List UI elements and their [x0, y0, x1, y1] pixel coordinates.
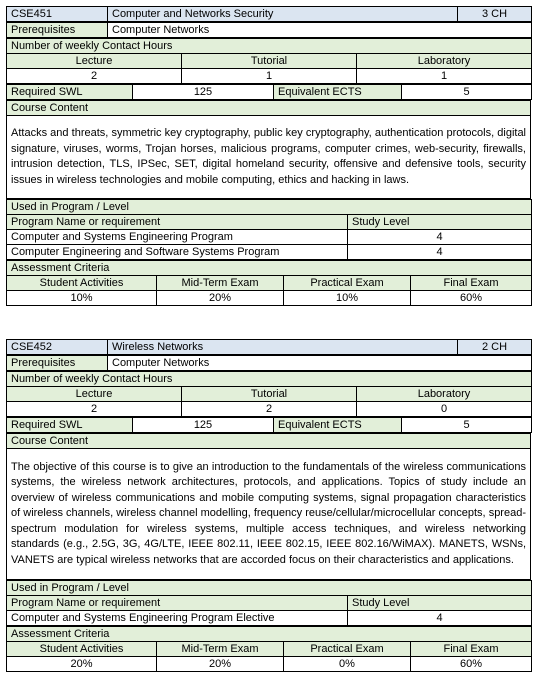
course-title-row	[7, 340, 532, 355]
course-card-cse452	[6, 339, 531, 672]
lecture-label: Lecture	[7, 387, 182, 402]
assessment-header: Student Activities	[7, 276, 157, 291]
laboratory-hours: 1	[357, 69, 532, 84]
study-level-column-header: Study Level	[348, 596, 532, 611]
table-row	[7, 611, 532, 626]
course-content-table	[6, 433, 531, 580]
swl-table	[6, 84, 532, 100]
ects-label: Equivalent ECTS	[274, 418, 402, 433]
assessment-header: Practical Exam	[284, 276, 411, 291]
assessment-criteria-label: Assessment Criteria	[7, 627, 532, 642]
prerequisites-row	[7, 23, 532, 38]
course-content-text: Attacks and threats, symmetric key cryptography, public key cryptography, authentication protocols, digital signature, viruses, worms, Trojan horses, malicious programs, computer crimes, web-security, firewalls, intrusion detection, TLS, IPSec, SET, digital homeland security, offensive and defensive tools, security issues in wireless technologies and mobile computing, ethics and hacking in laws.	[7, 116, 531, 199]
assessment-criteria-label: Assessment Criteria	[7, 261, 532, 276]
prerequisites-table	[6, 22, 532, 38]
assessment-header: Mid-Term Exam	[157, 642, 284, 657]
ects-value: 5	[402, 418, 532, 433]
tutorial-label: Tutorial	[182, 387, 357, 402]
course-content-table	[6, 100, 531, 199]
assessment-header: Practical Exam	[284, 642, 411, 657]
assessment-value: 0%	[284, 657, 411, 672]
program-name: Computer and Systems Engineering Program	[7, 230, 348, 245]
assessment-value: 60%	[411, 291, 532, 306]
course-header-table	[6, 339, 532, 355]
contact-hours-label: Number of weekly Contact Hours	[7, 372, 532, 387]
study-level: 4	[348, 611, 532, 626]
contact-hours-table	[6, 38, 532, 84]
program-level-table	[6, 580, 532, 626]
assessment-table	[6, 626, 532, 672]
laboratory-hours: 0	[357, 402, 532, 417]
assessment-value: 60%	[411, 657, 532, 672]
tutorial-label: Tutorial	[182, 54, 357, 69]
prerequisites-table	[6, 355, 532, 371]
course-content-label: Course Content	[7, 101, 531, 116]
course-title: Wireless Networks	[108, 340, 458, 355]
used-in-program-label: Used in Program / Level	[7, 200, 532, 215]
course-title: Computer and Networks Security	[108, 7, 458, 22]
course-content-label: Course Content	[7, 434, 531, 449]
prerequisites-label: Prerequisites	[7, 356, 108, 371]
assessment-header: Final Exam	[411, 276, 532, 291]
lecture-hours: 2	[7, 402, 182, 417]
assessment-value: 10%	[7, 291, 157, 306]
course-content-text: The objective of this course is to give an introduction to the fundamentals of the wireless communications systems, the wireless network architectures, protocols, and applications. Topics of study include an overview of wireless communications and mobile computing systems, signal propagation characteristics of wireless channels, wireless channel modelling, frequency reuse/cellular/microcellular concepts, spread-spectrum modulation for wireless systems, multiple access techniques, and wireless networking standards (e.g., 2.5G, 3G, 4G/LTE, IEEE 802.11, IEEE 802.15, IEEE 802.16/WiMAX). MANETS, WSNs, VANETS are typical wireless networks that are accorded focus on their characteristics and applications.	[7, 449, 531, 580]
used-in-program-label: Used in Program / Level	[7, 581, 532, 596]
laboratory-label: Laboratory	[357, 54, 532, 69]
program-name: Computer Engineering and Software Systems Program	[7, 245, 348, 260]
assessment-value: 20%	[7, 657, 157, 672]
assessment-value: 20%	[157, 291, 284, 306]
tutorial-hours: 2	[182, 402, 357, 417]
course-card-cse451	[6, 6, 531, 306]
assessment-value: 20%	[157, 657, 284, 672]
tutorial-hours: 1	[182, 69, 357, 84]
study-level-column-header: Study Level	[348, 215, 532, 230]
lecture-hours: 2	[7, 69, 182, 84]
ects-label: Equivalent ECTS	[274, 85, 402, 100]
laboratory-label: Laboratory	[357, 387, 532, 402]
assessment-table	[6, 260, 532, 306]
program-column-header: Program Name or requirement	[7, 596, 348, 611]
assessment-value: 10%	[284, 291, 411, 306]
assessment-header: Final Exam	[411, 642, 532, 657]
study-level: 4	[348, 245, 532, 260]
course-code: CSE451	[7, 7, 108, 22]
contact-hours-table	[6, 371, 532, 417]
swl-table	[6, 417, 532, 433]
course-code: CSE452	[7, 340, 108, 355]
swl-value: 125	[133, 418, 274, 433]
study-level: 4	[348, 230, 532, 245]
prerequisites-row	[7, 356, 532, 371]
assessment-header: Student Activities	[7, 642, 157, 657]
swl-label: Required SWL	[7, 85, 133, 100]
program-level-table	[6, 199, 532, 260]
assessment-header: Mid-Term Exam	[157, 276, 284, 291]
credit-hours: 2 CH	[458, 340, 532, 355]
swl-value: 125	[133, 85, 274, 100]
credit-hours: 3 CH	[458, 7, 532, 22]
prerequisites-value: Computer Networks	[108, 23, 532, 38]
course-header-table	[6, 6, 532, 22]
prerequisites-value: Computer Networks	[108, 356, 532, 371]
program-name: Computer and Systems Engineering Program Elective	[7, 611, 348, 626]
table-row	[7, 245, 532, 260]
course-title-row	[7, 7, 532, 22]
ects-value: 5	[402, 85, 532, 100]
lecture-label: Lecture	[7, 54, 182, 69]
prerequisites-label: Prerequisites	[7, 23, 108, 38]
table-row	[7, 230, 532, 245]
swl-label: Required SWL	[7, 418, 133, 433]
program-column-header: Program Name or requirement	[7, 215, 348, 230]
contact-hours-label: Number of weekly Contact Hours	[7, 39, 532, 54]
